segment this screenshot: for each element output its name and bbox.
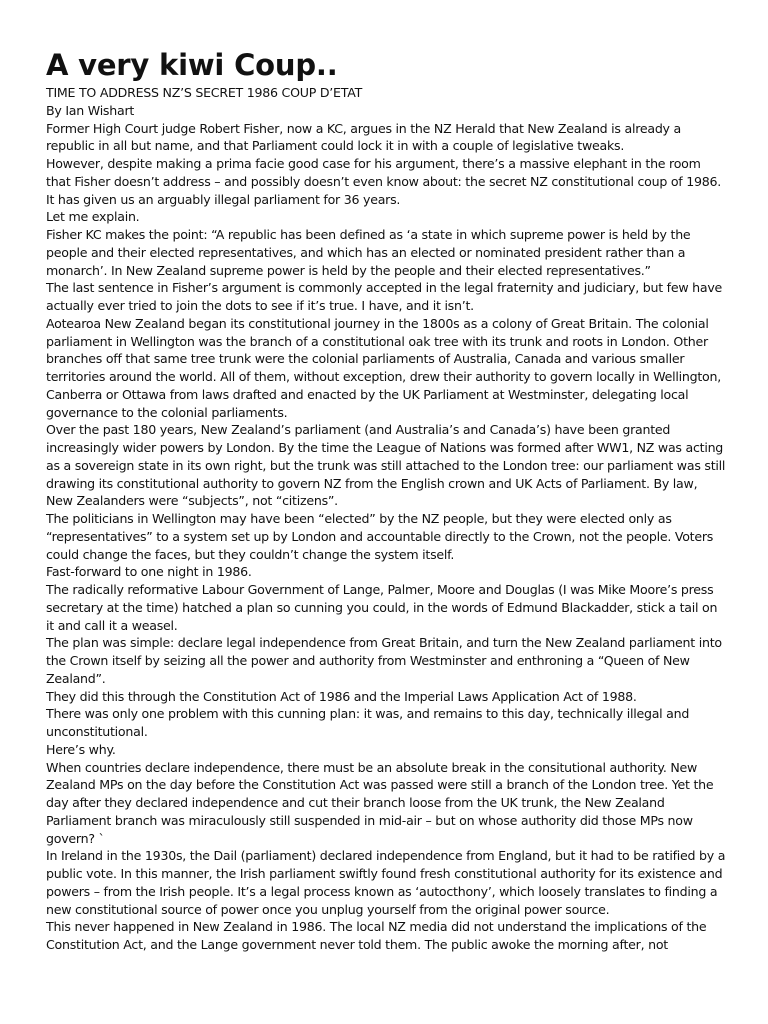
paragraph: When countries declare independence, there must be an absolute break in the consitutional authority. New Zealand MPs on the day before the Constitution Act was passed were still a branch of the London tree. Yet the day after they declared independence and cut their branch loose from the UK trunk, the New Zealand Parliament branch was miraculously still suspended in mid-air – but on whose authority did those MPs now govern? ` [46, 759, 714, 846]
paragraph: Here’s why. [46, 741, 116, 757]
paragraph: In Ireland in the 1930s, the Dail (parliament) declared independence from England, but it had to be ratified by a public vote. In this manner, the Irish parliament swiftly found fresh constitutional authority for its existence and powers – from the Irish people. It’s a legal process known as ‘autocthony’, which loosely translates to finding a new constitutional source of power once you unplug yourself from the original power source. [46, 848, 726, 917]
article-subtitle: TIME TO ADDRESS NZ’S SECRET 1986 COUP D’ETAT [46, 85, 363, 100]
paragraph: Aotearoa New Zealand began its constitutional journey in the 1800s as a colony of Great Britain. The colonial parliament in Wellington was the branch of a constitutional oak tree with its trunk and roots in London. Other branches off that same tree trunk were the colonial parliaments of Australia, Canada and various smaller territories around the world. All of them, without exception, drew their authority to govern locally in Wellington, Canberra or Ottawa from laws drafted and enacted by the UK Parliament at Westminster, delegating local governance to the colonial parliaments. [46, 315, 721, 420]
paragraph: However, despite making a prima facie good case for his argument, there’s a massive elephant in the room that Fisher doesn’t address – and possibly doesn’t even know about: the secret NZ constitutional coup of 1986. It has given us an arguably illegal parliament for 36 years. [46, 156, 722, 207]
paragraph: Fast-forward to one night in 1986. [46, 564, 252, 580]
paragraph: The radically reformative Labour Government of Lange, Palmer, Moore and Douglas (I was Mike Moore’s press secretary at the time) hatched a plan so cunning you could, in the words of Edmund Blackadder, stick a tail on it and call it a weasel. [46, 582, 718, 633]
paragraph: There was only one problem with this cunning plan: it was, and remains to this day, technically illegal and unconstitutional. [46, 706, 690, 739]
article [46, 46, 726, 954]
paragraph: They did this through the Constitution Act of 1986 and the Imperial Laws Application Act of 1988. [46, 688, 637, 704]
paragraph: Former High Court judge Robert Fisher, now a KC, argues in the NZ Herald that New Zealand is already a republic in all but name, and that Parliament could lock it in with a couple of legislative tweaks. [46, 120, 681, 154]
paragraph: This never happened in New Zealand in 1986. The local NZ media did not understand the implications of the Constitution Act, and the Lange government never told them. The public awoke the morning after, not [46, 919, 707, 952]
article-title: A very kiwi Coup.. [46, 48, 338, 82]
paragraph: Fisher KC makes the point: “A republic has been defined as ‘a state in which supreme power is held by the people and their elected representatives, and which has an elected or nominated president rather than a monarch’. In New Zealand supreme power is held by the people and their elected representatives.” [46, 227, 691, 278]
article-byline: By Ian Wishart [46, 102, 135, 118]
paragraph: The plan was simple: declare legal independence from Great Britain, and turn the New Zealand parliament into the Crown itself by seizing all the power and authority from Westminster and enthroning a “Queen of New Zealand”. [46, 635, 722, 686]
paragraph: The politicians in Wellington may have been “elected” by the NZ people, but they were elected only as “representatives” to a system set up by London and accountable directly to the Crown, not the people. Voters could change the faces, but they couldn’t change the system itself. [46, 511, 714, 562]
paragraph: Let me explain. [46, 209, 140, 225]
paragraph: Over the past 180 years, New Zealand’s parliament (and Australia’s and Canada’s) have been granted increasingly wider powers by London. By the time the League of Nations was formed after WW1, NZ was acting as a sovereign state in its own right, but the trunk was still attached to the London tree: our parliament was still drawing its constitutional authority to govern NZ from the English crown and UK Acts of Parliament. By law, New Zealanders were “subjects”, not “citizens”. [46, 422, 726, 509]
paragraph: The last sentence in Fisher’s argument is commonly accepted in the legal fraternity and judiciary, but few have actually ever tried to join the dots to see if it’s true. I have, and it isn’t. [46, 280, 723, 313]
